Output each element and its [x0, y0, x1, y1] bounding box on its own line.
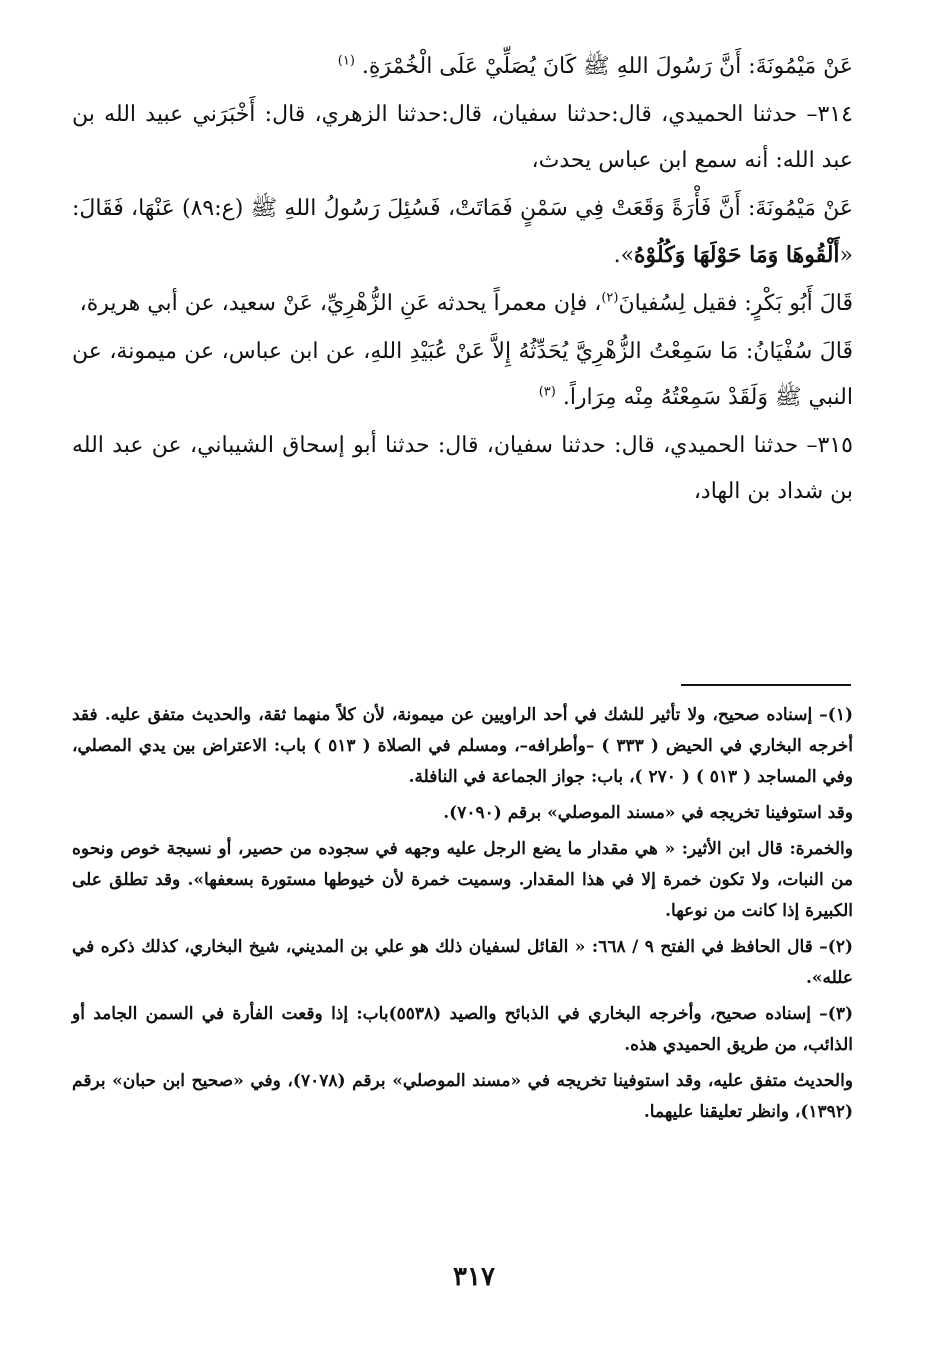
narration-text: قَالَ سُفْيَانُ: مَا سَمِعْتُ الزُّهْرِيَّ يُحَدِّثُهُ إِلاَّ عَنْ عُبَيْدِ اللهِ، عن ابن عباس، عن ميمونة، عن النبي ﷺ وَلَقَدْ سَمِعْتُهُ مِنْه مِرَاراً. — [72, 339, 853, 410]
footnotes — [72, 700, 853, 1128]
paragraph — [72, 186, 853, 279]
footnote: والخمرة: قال ابن الأثير: « هي مقدار ما يضع الرجل عليه وجهه في سجوده من حصير، أو نسيجة خوص ونحوه من النبات، ولا تكون خمرة إلا في هذا المقدار. وسميت خمرة لأن خيوطها مستورة بسعفها». وقد تطلق على الكبيرة إذا كانت من نوعها. — [72, 839, 853, 921]
hadith-text: عَنْ مَيْمُونَةَ: أَنَّ رَسُولَ اللهِ ﷺ كَانَ يُصَلِّيْ عَلَى الْخُمْرَةِ. — [361, 54, 853, 79]
paragraph — [72, 329, 853, 421]
prophetic-saying: أَلْقُوهَا وَمَا حَوْلَهَا وَكُلُوْهُ — [634, 242, 840, 268]
paragraph — [72, 281, 853, 327]
closing-quote: ». — [613, 243, 635, 268]
paragraph: ٣١٥– حدثنا الحميدي، قال: حدثنا سفيان، قال: حدثنا أبو إسحاق الشيباني، عن عبد الله بن شداد بن الهاد، — [72, 433, 853, 504]
paragraph — [72, 44, 853, 90]
footnote: (٣)– إسناده صحيح، وأخرجه البخاري في الذبائح والصيد (٥٥٣٨)باب: إذا وقعت الفأرة في السمن الجامد أو الذائب، من طريق الحميدي هذه. — [72, 1004, 854, 1055]
footnote: (٢)– قال الحافظ في الفتح ٩ / ٦٦٨: « القائل لسفيان ذلك هو علي بن المديني، شيخ البخاري، كذلك ذكره في علله». — [72, 937, 853, 988]
page-number: ٣١٧ — [453, 1262, 495, 1292]
narration-text: قَالَ أَبُو بَكْرٍ: فقيل لِسُفيانَ — [618, 291, 853, 316]
main-text — [72, 44, 853, 515]
narration-text: ، فإن معمراً يحدثه عَنِ الزُّهْرِيِّ، عَنْ سعيد، عن أبي هريرة، — [79, 291, 602, 316]
footnote-ref: (٣) — [538, 384, 556, 400]
footnote-separator — [681, 684, 851, 686]
footnote: وقد استوفينا تخريجه في «مسند الموصلي» برقم (٧٠٩٠). — [443, 803, 853, 823]
hadith-text: عَنْ مَيْمُونَةَ: أَنَّ فَأْرَةً وَقَعَتْ فِي سَمْنٍ فَمَاتَتْ، فَسُئِلَ رَسُولُ اللهِ ﷺ (ع:٨٩) عَنْهَا، فَقَالَ: « — [72, 196, 853, 268]
footnote: (١)– إسناده صحيح، ولا تأثير للشك في أحد الراويين عن ميمونة، لأن كلاً منهما ثقة، والحديث متفق عليه. فقد أخرجه البخاري في الحيض ( ٣٣٣ ) –وأطرافه–، ومسلم في الصلاة ( ٥١٣ ) باب: الاعتراض بين يدي المصلي، وفي المساجد ( ٥١٣ ) ( ٢٧٠ )، باب: جواز الجماعة في النافلة. — [72, 705, 853, 787]
footnote-ref: (٢) — [601, 290, 619, 306]
footnote: والحديث متفق عليه، وقد استوفينا تخريجه في «مسند الموصلي» برقم (٧٠٧٨)، وفي «صحيح ابن حبان» برقم (١٣٩٢)، وانظر تعليقنا عليهما. — [72, 1071, 853, 1122]
footnote-ref: (١) — [337, 53, 355, 69]
paragraph: ٣١٤– حدثنا الحميدي، قال:حدثنا سفيان، قال:حدثنا الزهري، قال: أَخْبَرَني عبيد الله بن عبد الله: أنه سمع ابن عباس يحدث، — [72, 102, 853, 173]
